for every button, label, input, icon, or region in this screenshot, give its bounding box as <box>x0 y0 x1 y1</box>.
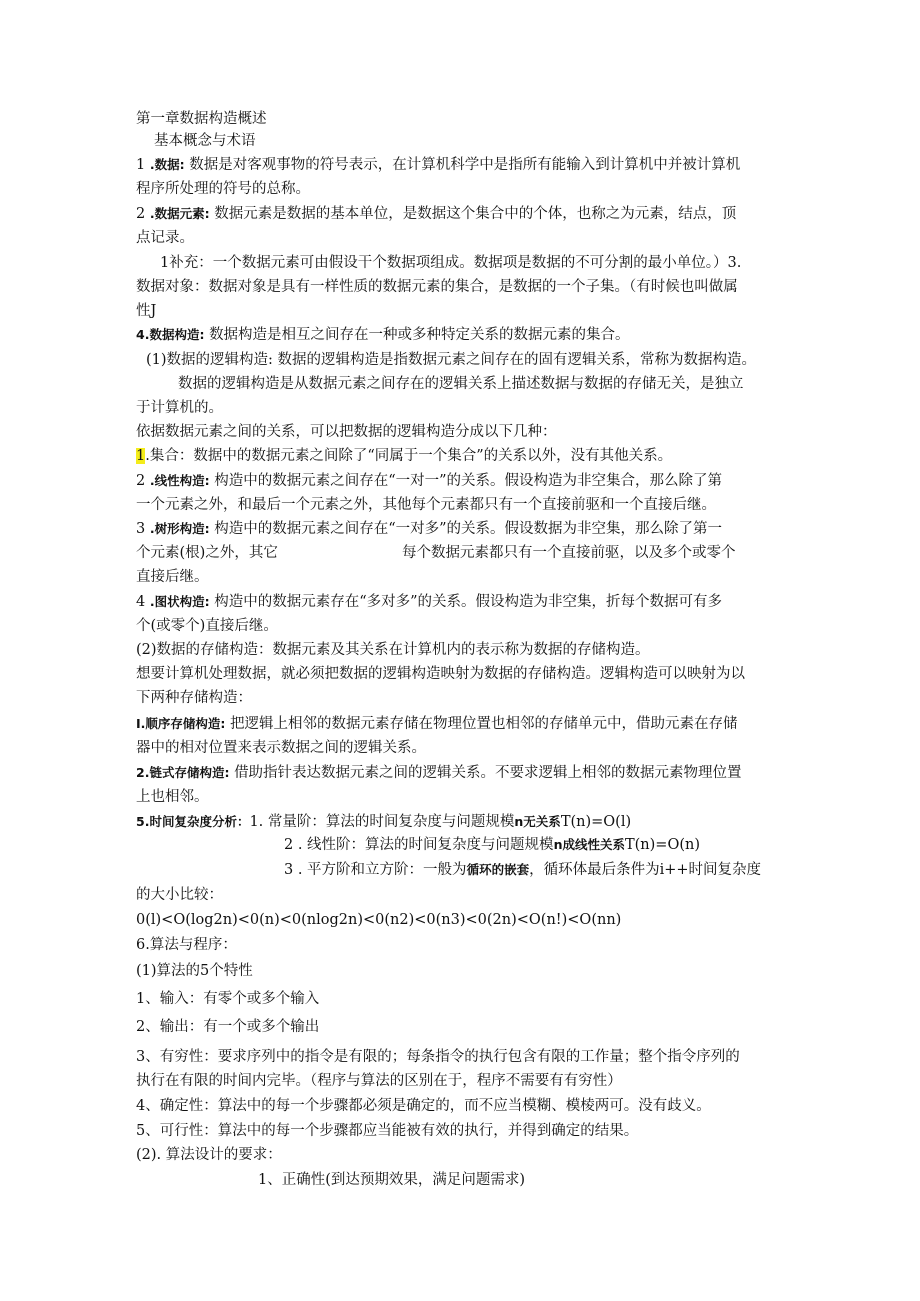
term-structure: 4.数据构造: <box>136 327 205 342</box>
term-linear: .线性构造: <box>149 473 210 488</box>
chapter-title: 第一章数据构造概述 <box>136 111 267 127</box>
term-graph: .图状构造: <box>149 594 210 609</box>
design-correctness: 1、正确性(到达预期效果，满足问题需求) <box>258 1172 526 1188</box>
storage-line3: 下两种存储构造： <box>136 690 252 706</box>
algorithm-features-title: (1)算法的5个特性 <box>136 963 253 979</box>
data-definition-line1: 1 .数据: 数据是对客观事物的符号表示，在计算机科学中是指所有能输入到计算机中并被计算机 <box>136 157 741 173</box>
logical-line3: 于计算机的。 <box>136 400 223 416</box>
highlight-mark: 1 <box>136 448 146 464</box>
feature-finiteness-line1: 3、有穷性：要求序列中的指令是有限的；每条指令的执行包含有限的工作量；整个指令序列的 <box>136 1049 740 1065</box>
graph-line1: 4 .图状构造: 构造中的数据元素存在“多对多”的关系。假设构造为非空集，折每个数据可有多 <box>136 594 723 610</box>
term-linked: 2.链式存储构造: <box>136 765 230 780</box>
set-definition: 1.集合：数据中的数据元素之间除了“同属于一个集合”的关系以外，没有其他关系。 <box>136 448 673 464</box>
storage-line2: 想要计算机处理数据，就必须把数据的逻辑构造映射为数据的存储构造。逻辑构造可以映射为以 <box>136 666 745 682</box>
term-data: .数据: <box>149 157 185 172</box>
complexity-line3: 3 . 平方阶和立方阶：一般为循环的嵌套，循环体最后条件为i++时间复杂度 <box>284 862 762 878</box>
linked-line1: 2.链式存储构造: 借助指针表达数据元素之间的逻辑关系。不要求逻辑上相邻的数据元素物理位置 <box>136 765 742 781</box>
tree-line1: 3 .树形构造: 构造中的数据元素之间存在“一对多”的关系。假设数据为非空集，那么除了第一 <box>136 521 723 537</box>
element-definition-line2: 点记录。 <box>136 230 194 246</box>
element-definition-line1: 2 .数据元素: 数据元素是数据的基本单位，是数据这个集合中的个体，也称之为元素，结点，顶 <box>136 206 737 222</box>
logical-line1: (1)数据的逻辑构造: 数据的逻辑构造是指数据元素之间存在的固有逻辑关系，常称为数据构造。 <box>146 352 757 368</box>
feature-output: 2、输出：有一个或多个输出 <box>136 1019 320 1035</box>
sequential-line1: I.顺序存储构造: 把逻辑上相邻的数据元素存储在物理位置也相邻的存储单元中，借助元素在存储 <box>136 716 738 732</box>
algorithm-title: 6.算法与程序： <box>136 937 237 953</box>
logical-line2: 数据的逻辑构造是从数据元素之间存在的逻辑关系上描述数据与数据的存储无关，是独立 <box>178 376 744 392</box>
complexity-order: 0(l)<O(log2n)<0(n)<0(nlog2n)<0(n2)<0(n3)<0(2n)<O(n!)<O(nn) <box>136 912 622 928</box>
complexity-line1: 5.时间复杂度分析：1. 常量阶：算法的时间复杂度与问题规模n无关系T(n)=O(l) <box>136 814 632 830</box>
term-sequential: I.顺序存储构造: <box>136 716 226 731</box>
supplement-line1: 1补充：一个数据元素可由假设干个数据项组成。数据项是数据的不可分割的最小单位。）3. <box>160 255 742 271</box>
term-tree: .树形构造: <box>149 521 210 536</box>
linked-line2: 上也相邻。 <box>136 789 209 805</box>
storage-line1: (2)数据的存储构造：数据元素及其关系在计算机内的表示称为数据的存储构造。 <box>136 642 650 658</box>
sequential-line2: 器中的相对位置来表示数据之间的逻辑关系。 <box>136 740 426 756</box>
complexity-line2: 2 . 线性阶：算法的时间复杂度与问题规模n成线性关系T(n)=O(n) <box>284 837 700 853</box>
logical-line4: 依据数据元素之间的关系，可以把数据的逻辑构造分成以下几种： <box>136 424 557 440</box>
complexity-line4: 的大小比较： <box>136 887 223 903</box>
linear-line2: 一个元素之外，和最后一个元素之外，其他每个元素都只有一个直接前驱和一个直接后继。 <box>136 497 716 513</box>
feature-input: 1、输入：有零个或多个输入 <box>136 991 320 1007</box>
graph-line2: 个(或零个)直接后继。 <box>136 618 278 634</box>
supplement-line3: 性J <box>136 303 157 319</box>
data-definition-line2: 程序所处理的符号的总称。 <box>136 181 310 197</box>
feature-finiteness-line2: 执行在有限的时间内完毕。（程序与算法的区别在于，程序不需要有有穷性） <box>136 1073 622 1089</box>
term-element: .数据元素: <box>149 206 210 221</box>
linear-line1: 2 .线性构造: 构造中的数据元素之间存在“一对一”的关系。假设构造为非空集合，那么除了第 <box>136 473 723 489</box>
algorithm-design-title: (2). 算法设计的要求： <box>136 1147 282 1163</box>
feature-definiteness: 4、确定性：算法中的每一个步骤都必须是确定的，而不应当模糊、模棱两可。没有歧义。 <box>136 1098 711 1114</box>
tree-line3: 直接后继。 <box>136 569 209 585</box>
tree-line2a: 个元素(根)之外，其它 <box>136 545 278 561</box>
feature-feasibility: 5、可行性：算法中的每一个步骤都应当能被有效的执行，并得到确定的结果。 <box>136 1123 639 1139</box>
supplement-line2: 数据对象：数据对象是具有一样性质的数据元素的集合，是数据的一个子集。（有时候也叫做属 <box>136 279 738 295</box>
structure-definition: 4.数据构造: 数据构造是相互之间存在一种或多种特定关系的数据元素的集合。 <box>136 327 630 343</box>
tree-line2b: 每个数据元素都只有一个直接前驱，以及多个或零个 <box>402 545 736 561</box>
section-title: 基本概念与术语 <box>154 133 256 149</box>
term-complexity: 5.时间复杂度分析： <box>136 814 250 829</box>
